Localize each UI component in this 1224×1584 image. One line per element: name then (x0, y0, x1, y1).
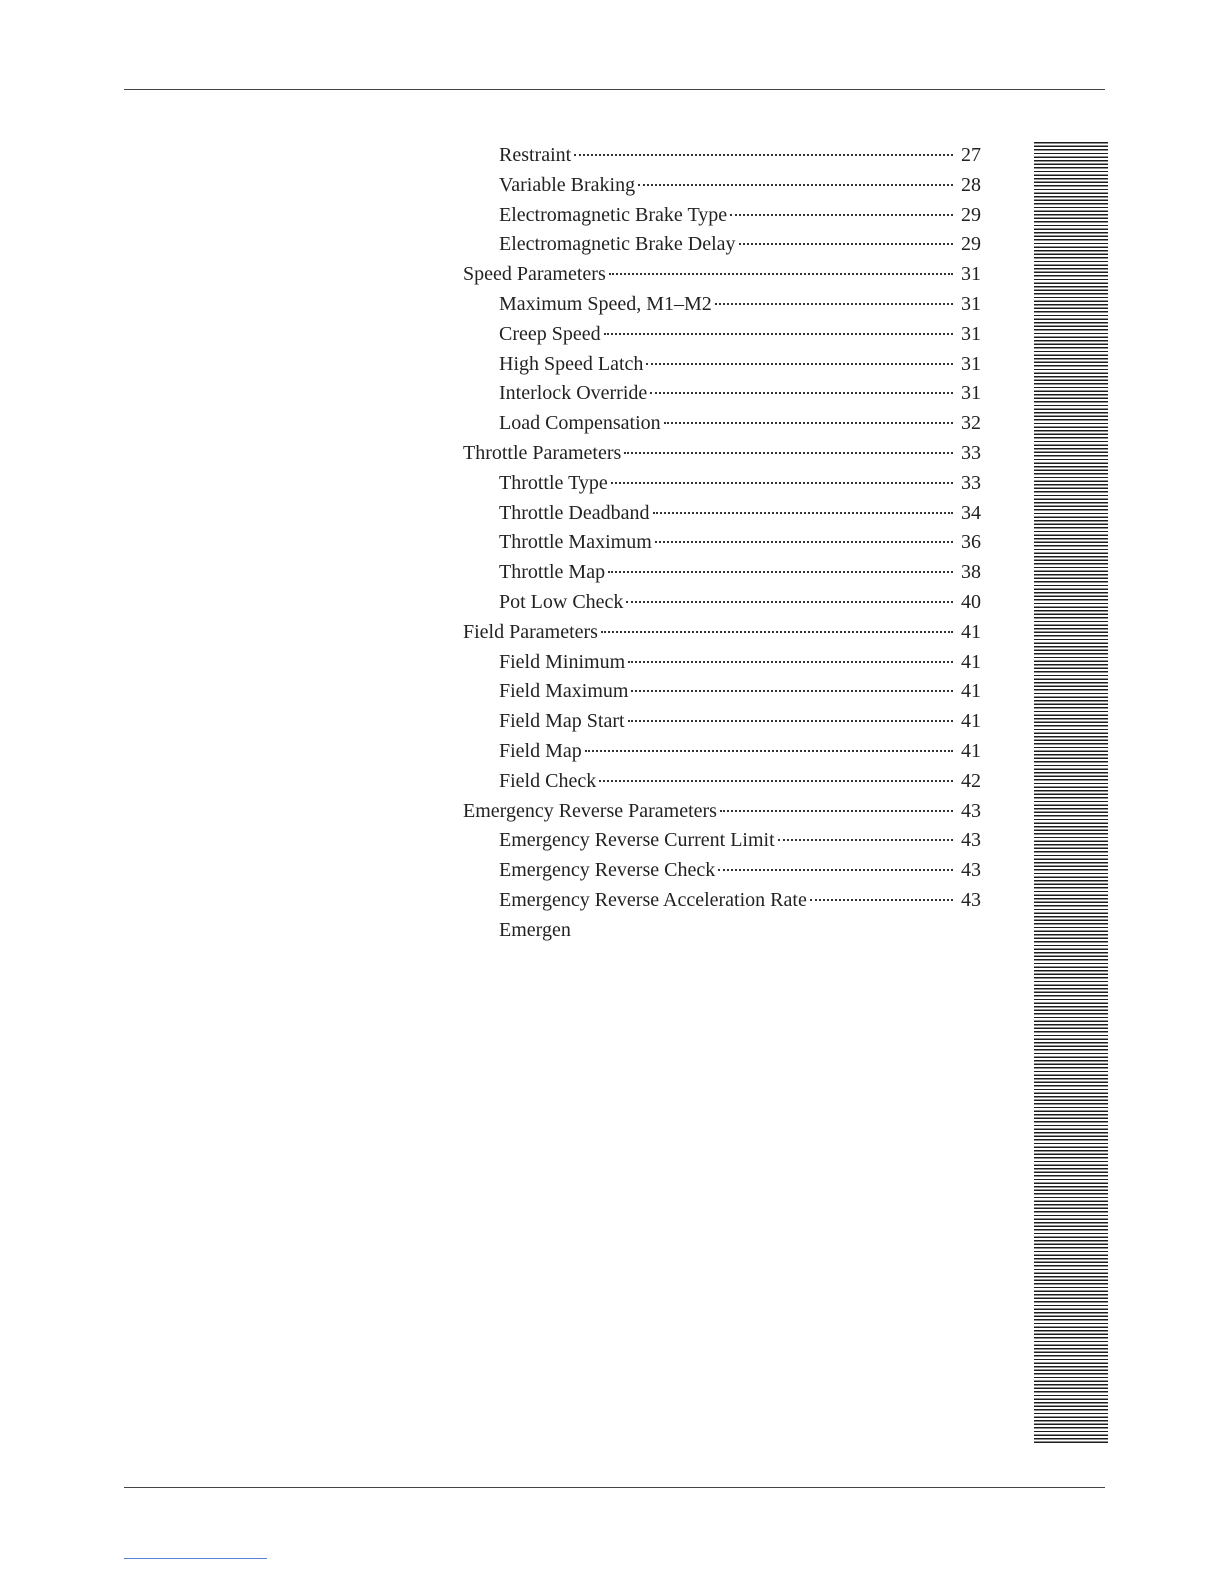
toc-dot-leader (609, 269, 953, 275)
toc-entry-title: High Speed Latch (499, 352, 644, 375)
toc-subsection-entry[interactable] (463, 141, 981, 171)
table-of-contents (463, 141, 981, 946)
toc-page-number: 33 (961, 441, 981, 464)
toc-section-entry[interactable] (463, 260, 981, 290)
toc-entry-title: Throttle Map (499, 561, 606, 584)
toc-dot-leader (599, 776, 953, 782)
header-rule (124, 89, 1105, 90)
toc-entry-title: Electromagnetic Brake Delay (499, 233, 736, 256)
toc-subsection-entry[interactable] (463, 856, 981, 886)
toc-dot-leader (604, 329, 953, 335)
toc-page-number: 31 (961, 292, 981, 315)
toc-page-number: 38 (961, 561, 981, 584)
toc-entry-title: Field Check (499, 769, 597, 792)
toc-subsection-entry[interactable] (463, 290, 981, 320)
toc-entry-title: Load Compensation (499, 412, 661, 435)
toc-page-number: 34 (961, 501, 981, 524)
toc-subsection-entry[interactable] (463, 469, 981, 499)
toc-entry-title: Field Maximum (499, 680, 629, 703)
toc-subsection-entry[interactable] (463, 528, 981, 558)
toc-dot-leader (730, 210, 953, 216)
toc-dot-leader (778, 835, 953, 841)
toc-subsection-entry[interactable] (463, 826, 981, 856)
toc-subsection-entry[interactable] (463, 707, 981, 737)
toc-entry-title: Field Map (499, 739, 582, 762)
toc-dot-leader (715, 299, 953, 305)
toc-page-number: 27 (961, 144, 981, 166)
toc-dot-leader (624, 448, 953, 454)
toc-page-number: 41 (961, 680, 981, 703)
toc-entry-title: Throttle Deadband (499, 501, 650, 524)
toc-page-number: 41 (961, 650, 981, 673)
toc-section-entry[interactable] (463, 797, 981, 827)
toc-dot-leader (718, 865, 953, 871)
toc-page-number: 36 (961, 531, 981, 554)
toc-page-number: 29 (961, 233, 981, 256)
footer-rule (124, 1487, 1105, 1488)
toc-dot-leader (739, 239, 953, 245)
toc-dot-leader (653, 508, 954, 514)
toc-entry-title: Field Minimum (499, 650, 626, 673)
toc-entry-title: Pot Low Check (499, 590, 624, 613)
toc-dot-leader (646, 359, 953, 365)
toc-entry-title: Emergency Reverse Current Limit (499, 829, 775, 852)
toc-page-number: 33 (961, 471, 981, 494)
toc-dot-leader (655, 537, 953, 543)
toc-entry-title: Emergency Reverse Check (499, 859, 716, 882)
toc-entry-title: Electromagnetic Brake Type (499, 203, 728, 226)
toc-dot-leader (638, 180, 953, 186)
toc-dot-leader (628, 716, 953, 722)
toc-subsection-entry[interactable] (463, 499, 981, 529)
toc-dot-leader (574, 150, 953, 156)
toc-entry-title: Throttle Maximum (499, 531, 652, 554)
toc-entry-title: Maximum Speed, M1–M2 (499, 292, 712, 315)
toc-dot-leader (611, 478, 953, 484)
toc-dot-leader (650, 388, 953, 394)
toc-page-number: 31 (961, 322, 981, 345)
toc-subsection-entry[interactable] (463, 201, 981, 231)
toc-page-number: 42 (961, 769, 981, 792)
toc-subsection-entry[interactable] (463, 558, 981, 588)
toc-subsection-entry[interactable] (463, 409, 981, 439)
toc-subsection-entry[interactable] (463, 767, 981, 797)
toc-entry-truncated (463, 916, 981, 946)
toc-page-number: 43 (961, 859, 981, 882)
toc-entry-title: Speed Parameters (463, 263, 606, 286)
toc-page-number: 31 (961, 263, 981, 286)
toc-dot-leader (631, 686, 953, 692)
toc-entry-title: Interlock Override (499, 382, 648, 405)
toc-entry-title: Field Parameters (463, 620, 598, 643)
toc-subsection-entry[interactable] (463, 171, 981, 201)
toc-subsection-entry[interactable] (463, 677, 981, 707)
thumb-index-tab (1034, 142, 1108, 1444)
toc-page-number: 41 (961, 620, 981, 643)
toc-entry-title: Variable Braking (499, 173, 636, 196)
toc-page-number: 40 (961, 590, 981, 613)
toc-page-number: 43 (961, 888, 981, 911)
toc-subsection-entry[interactable] (463, 886, 981, 916)
toc-dot-leader (601, 627, 953, 633)
toc-subsection-entry[interactable] (463, 737, 981, 767)
toc-page-number: 41 (961, 710, 981, 733)
toc-dot-leader (608, 567, 953, 573)
toc-entry-title: Field Map Start (499, 710, 625, 733)
toc-page-number: 29 (961, 203, 981, 226)
toc-subsection-entry[interactable] (463, 230, 981, 260)
toc-dot-leader (810, 895, 953, 901)
toc-entry-title: Emergency Reverse Acceleration Rate (499, 888, 807, 911)
toc-page-number: 41 (961, 739, 981, 762)
toc-page-number: 31 (961, 382, 981, 405)
toc-page-number: 32 (961, 412, 981, 435)
toc-page-number: 43 (961, 829, 981, 852)
toc-entry-title: Creep Speed (499, 322, 601, 345)
footer-link-underline[interactable] (124, 1558, 267, 1559)
toc-section-entry[interactable] (463, 618, 981, 648)
toc-dot-leader (628, 657, 953, 663)
toc-page-number: 31 (961, 352, 981, 375)
toc-subsection-entry[interactable] (463, 320, 981, 350)
toc-dot-leader (720, 806, 953, 812)
toc-page-number: 28 (961, 173, 981, 196)
toc-dot-leader (664, 418, 953, 424)
toc-dot-leader (626, 597, 953, 603)
toc-dot-leader (585, 746, 953, 752)
toc-subsection-entry[interactable] (463, 588, 981, 618)
toc-entry-title: Throttle Parameters (463, 441, 622, 464)
toc-entry-title: Restraint (499, 144, 572, 166)
toc-entry-title: Emergency Reverse Parameters (463, 799, 717, 822)
toc-subsection-entry[interactable] (463, 379, 981, 409)
toc-subsection-entry[interactable] (463, 648, 981, 678)
toc-subsection-entry[interactable] (463, 350, 981, 380)
toc-section-entry[interactable] (463, 439, 981, 469)
toc-entry-title: Emergen (499, 918, 571, 941)
toc-page-number: 43 (961, 799, 981, 822)
toc-entry-title: Throttle Type (499, 471, 608, 494)
toc-list (463, 141, 981, 916)
